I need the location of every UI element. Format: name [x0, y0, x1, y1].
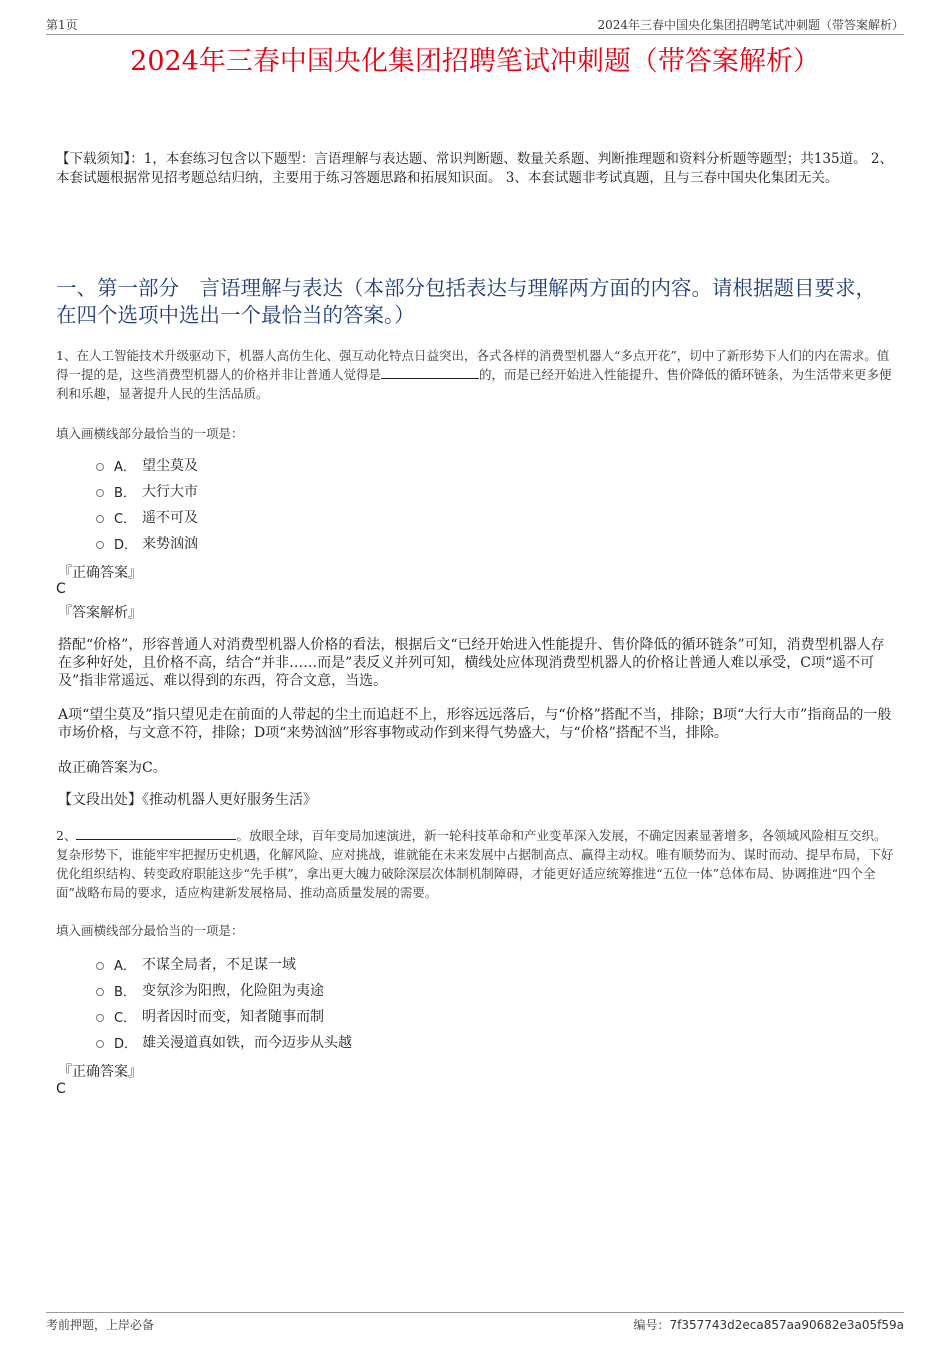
download-notice: 【下载须知】：1，本套练习包含以下题型：言语理解与表达题、常识判断题、数量关系题、判断推理题和资料分析题等题型；共135道。 2、本套试题根据常见招考题总结归纳，主要用于练习答题思路和拓展知识面。 3、本套试题非考试真题，且与三春中国央化集团无关。 — [56, 151, 893, 186]
question-2-option-b[interactable]: B． 变氛沴为阳煦，化险阻为夷途 — [96, 977, 352, 1003]
question-2-option-a[interactable]: A． 不谋全局者，不足谋一域 — [96, 951, 352, 977]
question-1-analysis-para-2: A项“望尘莫及”指只望见走在前面的人带起的尘土而追赶不上，形容远远落后，与“价格”搭配不当，排除；B项“大行大市”指商品的一般市场价格，与文意不符，排除；D项“来势汹汹”形容事物或动作到来得气势盛大，与“价格”搭配不当，排除。 — [58, 707, 892, 741]
question-1-stem-after: 的，而是已经开始进入性能提升、售价降低的循环链条，为生活带来更多便利和乐趣，显著提升人民的生活品质。 — [56, 367, 892, 401]
question-2-blank — [76, 826, 236, 840]
question-1-source: 【文段出处】《推动机器人更好服务生活》 — [58, 792, 317, 808]
page-header — [46, 14, 904, 35]
section-heading: 一、第一部分 言语理解与表达（本部分包括表达与理解两方面的内容。请根据题目要求，在四个选项中选出一个最恰当的答案。） — [56, 276, 876, 327]
question-2-option-d[interactable]: D． 雄关漫道真如铁，而今迈步从头越 — [96, 1029, 352, 1055]
question-1-answer-label: 『正确答案』 — [58, 565, 142, 581]
question-2-prompt: 填入画横线部分最恰当的一项是： — [56, 923, 244, 938]
question-2-number: 2、 — [56, 828, 77, 843]
question-1-analysis-label: 『答案解析』 — [58, 605, 142, 621]
footer-slogan: 考前押题，上岸必备 — [46, 1318, 155, 1332]
question-1-analysis-para-1: 搭配“价格”，形容普通人对消费型机器人价格的看法，根据后文“已经开始进入性能提升、售价降低的循环链条”可知，消费型机器人存在多种好处，且价格不高，结合“并非……而是”表反义并列可知，横线处应体现消费型机器人的价格让普通人难以承受，C项“遥不可及”指非常遥远、难以得到的东西，符合文意，当选。 — [58, 637, 885, 689]
question-1-answer: C — [56, 581, 66, 597]
question-1-option-a[interactable]: A． 望尘莫及 — [96, 452, 198, 478]
question-2-answer: C — [56, 1081, 66, 1097]
radio-icon[interactable] — [96, 988, 104, 996]
question-2-text — [56, 826, 896, 902]
question-1-prompt: 填入画横线部分最恰当的一项是： — [56, 426, 244, 441]
radio-icon[interactable] — [96, 1040, 104, 1048]
radio-icon[interactable] — [96, 463, 104, 471]
question-2-option-c[interactable]: C． 明者因时而变，知者随事而制 — [96, 1003, 352, 1029]
radio-icon[interactable] — [96, 1014, 104, 1022]
question-1-option-b[interactable]: B． 大行大市 — [96, 478, 198, 504]
radio-icon[interactable] — [96, 962, 104, 970]
question-1-stem-before: 1、在人工智能技术升级驱动下，机器人高仿生化、强互动化特点日益突出，各式各样的消费型机器人“多点开花”，切中了新形势下人们的内在需求。值得一提的是，这些消费型机器人的价格并非让普通人觉得是 — [56, 348, 890, 382]
question-2-options — [96, 951, 352, 1055]
page-number: 第1页 — [46, 18, 78, 32]
document-title: 2024年三春中国央化集团招聘笔试冲刺题（带答案解析） — [130, 46, 820, 77]
question-2-stem-after: 。放眼全球，百年变局加速演进，新一轮科技革命和产业变革深入发展，不确定因素显著增多，各领域风险相互交织。复杂形势下，谁能牢牢把握历史机遇，化解风险、应对挑战，谁就能在未来发展中占据制高点、赢得主动权。唯有顺势而为、谋时而动、提早布局，下好优化组织结构、转变政府职能这步“先手棋”，拿出更大魄力破除深层次体制机制障碍，才能更好适应统筹推进“五位一体”总体布局、协调推进“四个全面”战略布局的要求，适应构建新发展格局、推动高质量发展的需要。 — [56, 828, 894, 900]
question-1-analysis-para-3: 故正确答案为C。 — [58, 760, 167, 776]
question-1-blank — [381, 365, 479, 379]
question-2-answer-label: 『正确答案』 — [58, 1064, 142, 1080]
page-footer — [46, 1312, 904, 1333]
footer-serial-number: 编号：7f357743d2eca857aa90682e3a05f59a — [633, 1318, 904, 1332]
question-1-text — [56, 346, 896, 403]
question-1-option-d[interactable]: D． 来势汹汹 — [96, 530, 198, 556]
radio-icon[interactable] — [96, 541, 104, 549]
question-1-option-c[interactable]: C． 遥不可及 — [96, 504, 198, 530]
header-doc-title: 2024年三春中国央化集团招聘笔试冲刺题（带答案解析） — [597, 18, 904, 32]
question-1-options — [96, 452, 198, 556]
radio-icon[interactable] — [96, 489, 104, 497]
radio-icon[interactable] — [96, 515, 104, 523]
